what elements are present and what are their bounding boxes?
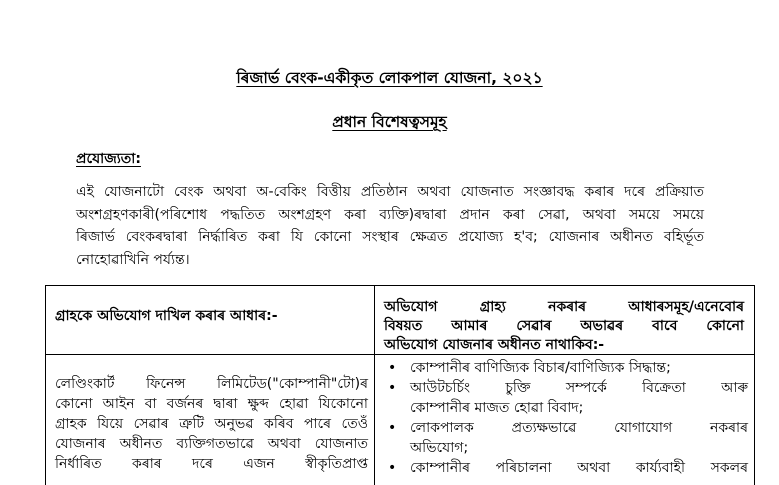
applicability-heading: প্ৰযোজ্যতা: [76,151,141,167]
list-item-line: • লোকপালক প্ৰত্যক্ষভাৱে যোগাযোগ নকৰাৰ [410,420,748,436]
body-line: গ্ৰাহক যিয়ে সেৱাৰ ত্ৰুটি অনুভৱ কৰিব পাৰে তেওঁ [55,416,368,432]
document-title: ৰিজাৰ্ভ বেংক-একীকৃত লোকপাল যোজনা, ২০২১ [236,69,543,87]
body-line: নিৰ্ধাৰিত কৰাৰ দৰে এজন স্বীকৃতিপ্ৰাপ্ত [55,456,368,472]
table-column-divider [374,286,375,485]
list-item [386,458,748,478]
body-line: লেণ্ডিংকাৰ্ট ফিনেন্স লিমিটেড("কোম্পানী"টো)ৰ [55,376,368,392]
list-item-line: • কোম্পানীৰ পৰিচালনা অথবা কাৰ্য্যবাহী সকলৰ [410,460,748,476]
list-item [386,358,748,378]
header-line: বিষয়ত আমাৰ সেৱাৰ অভাৱৰ বাবে কোনো [384,318,744,334]
applicability-paragraph [76,181,704,271]
complaint-grounds-text [55,374,368,474]
paragraph-line: অংশগ্ৰহণকাৰী(পৰিশোধ পদ্ধতিত অংশগ্ৰহণ কৰা ব্যক্তি)ৰদ্বাৰা প্ৰদান কৰা সেৱা, অথবা সময়ে সময়ে [76,206,704,223]
non-maintainable-grounds-list [386,358,748,478]
body-line: কোনো আইন বা বৰ্জনৰ দ্বাৰা ক্ষুব্দ হোৱা যিকোনো [55,396,368,412]
paragraph-line: নোহোৱাখিনি পৰ্য্যন্ত। [76,251,190,268]
paragraph-line: ৰিজাৰ্ভ বেংকৰদ্বাৰা নিৰ্দ্ধাৰিত কৰা যি কোনো সংস্থাৰ ক্ষেত্ৰত প্ৰযোজ্য হ'ব; যোজনাৰ অধীনত বহিৰ্ভূত [76,229,704,245]
list-item-line: কোম্পানীৰ মাজত হোৱা বিবাদ; [410,400,584,416]
table-header-complaint-grounds: গ্ৰাহকে অভিযোগ দাখিল কৰাৰ আধাৰ:- [55,308,278,324]
list-item-line: • কোম্পানীৰ বাণিজ্যিক বিচাৰ/বাণিজ্যিক সিদ্ধান্ত; [410,360,671,376]
list-item [386,378,748,418]
body-line: যোজনাৰ অধীনত ব্যক্তিগতভাৱে অথবা যোজনাত [55,436,368,452]
grounds-table [45,285,755,485]
list-item-line: অভিযোগ; [410,440,469,456]
list-item [386,418,748,458]
document-subtitle: প্ৰধান বিশেষত্বসমূহ [332,113,447,131]
header-line: অভিযোগ গ্ৰাহ্য নকৰাৰ আধাৰসমূহ/এনেবোৰ [384,299,744,315]
header-line: অভিযোগ যোজনাৰ অধীনত নাথাকিব:- [384,337,605,353]
list-item-line: • আউটচৰ্চিং চুক্তি সম্পৰ্কে বিক্ৰেতা আৰু [410,380,748,396]
paragraph-line: এই যোজনাটো বেংক অথবা অ-বেকিং বিত্তীয় প্ৰতিষ্ঠান অথবা যোজনাত সংজ্ঞাবদ্ধ কৰাৰ দৰে প্ৰক্ৰিয়াত [76,184,704,200]
table-header-non-maintainable-grounds [384,298,744,355]
